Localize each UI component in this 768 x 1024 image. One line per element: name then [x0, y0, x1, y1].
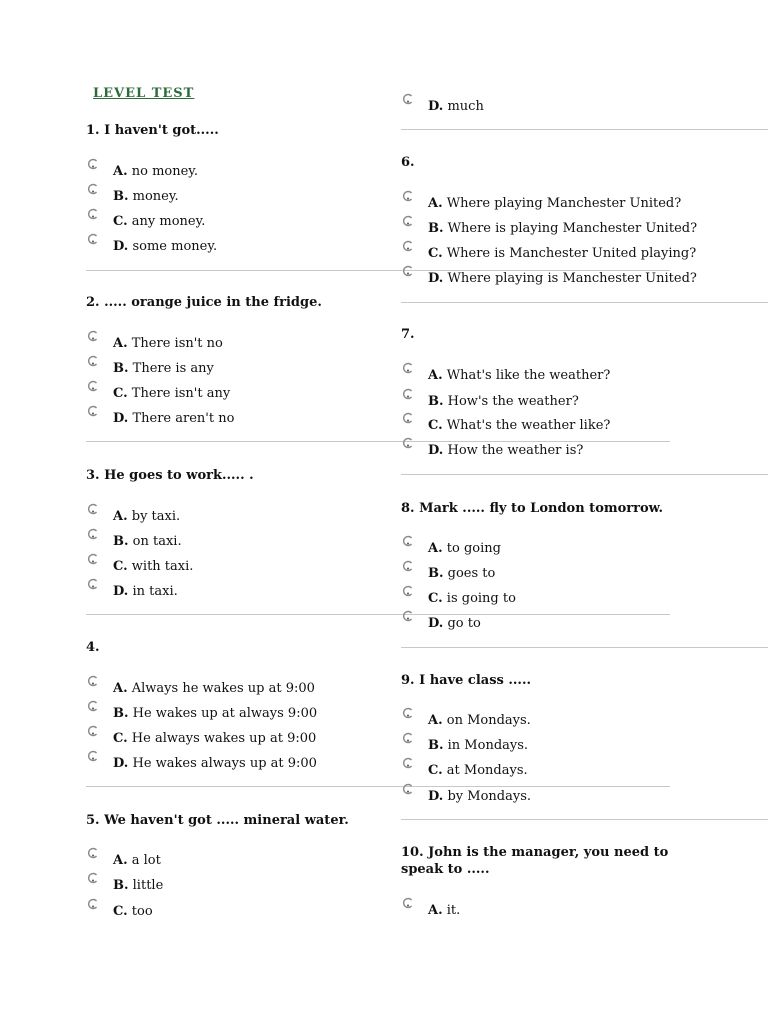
answer-radio-button[interactable] [87, 847, 99, 859]
question-label: 8. Mark ..... fly to London tomorrow. [401, 501, 664, 516]
answer-radio-button[interactable] [87, 898, 99, 910]
answer-option[interactable] [113, 386, 230, 401]
option-text: How's the weather? [443, 394, 579, 409]
answer-option[interactable] [428, 541, 501, 556]
answer-radio-button[interactable] [87, 405, 99, 417]
answer-radio-button[interactable] [87, 330, 99, 342]
answer-radio-button[interactable] [402, 610, 414, 622]
option-letter: D. [428, 271, 444, 286]
option-text: on taxi. [128, 534, 182, 549]
option-letter: C. [113, 731, 128, 746]
question-divider [86, 614, 670, 615]
option-text: Where playing is Manchester United? [443, 271, 697, 286]
option-text: with taxi. [127, 559, 194, 574]
option-letter: C. [428, 418, 443, 433]
option-text: What's the weather like? [442, 418, 611, 433]
option-text: Always he wakes up at 9:00 [127, 681, 315, 696]
question-label: 9. I have class ..... [401, 673, 531, 688]
answer-radio-button[interactable] [87, 750, 99, 762]
option-text: at Mondays. [442, 763, 528, 778]
answer-option[interactable] [113, 584, 178, 599]
answer-option[interactable] [113, 731, 316, 746]
question-divider [401, 647, 768, 648]
answer-option[interactable] [113, 853, 161, 868]
question-label: 4. [86, 640, 100, 655]
option-text: There is any [128, 361, 214, 376]
option-text: in Mondays. [443, 738, 529, 753]
question-label: 3. He goes to work..... . [86, 468, 254, 483]
option-text: to going [442, 541, 501, 556]
answer-option[interactable] [113, 509, 180, 524]
option-letter: D. [428, 616, 444, 631]
answer-radio-button[interactable] [87, 183, 99, 195]
answer-option[interactable] [113, 878, 163, 893]
answer-option[interactable] [428, 789, 531, 804]
answer-option[interactable] [428, 99, 484, 114]
answer-radio-button[interactable] [402, 412, 414, 424]
option-text: in taxi. [128, 584, 178, 599]
option-text: There isn't any [127, 386, 231, 401]
option-text: What's like the weather? [442, 368, 611, 383]
answer-radio-button[interactable] [402, 190, 414, 202]
answer-option[interactable] [113, 534, 182, 549]
option-letter: B. [428, 566, 444, 581]
answer-option[interactable] [428, 591, 516, 606]
option-text: too [127, 904, 153, 919]
option-letter: B. [113, 706, 129, 721]
answer-radio-button[interactable] [402, 560, 414, 572]
option-letter: D. [428, 789, 444, 804]
answer-radio-button[interactable] [402, 437, 414, 449]
answer-radio-button[interactable] [402, 897, 414, 909]
answer-option[interactable] [428, 394, 579, 409]
option-text: There aren't no [128, 411, 235, 426]
option-letter: A. [428, 541, 443, 556]
option-text: any money. [127, 214, 206, 229]
question-label: 1. I haven't got..... [86, 123, 219, 138]
answer-option[interactable] [113, 559, 193, 574]
option-text: goes to [443, 566, 496, 581]
option-letter: B. [113, 534, 129, 549]
option-letter: C. [428, 591, 443, 606]
option-letter: B. [113, 878, 129, 893]
option-letter: D. [428, 99, 444, 114]
answer-radio-button[interactable] [87, 503, 99, 515]
question-divider [401, 819, 768, 820]
option-letter: C. [428, 763, 443, 778]
option-text: is going to [442, 591, 516, 606]
option-text: Where is Manchester United playing? [442, 246, 697, 261]
option-text: Where is playing Manchester United? [443, 221, 698, 236]
answer-option[interactable] [428, 566, 495, 581]
question-divider [86, 786, 670, 787]
question-label: 10. John is the manager, you need to speak to ..... [401, 845, 669, 877]
option-letter: D. [113, 411, 129, 426]
answer-radio-button[interactable] [87, 872, 99, 884]
option-text: a lot [127, 853, 161, 868]
option-text: on Mondays. [442, 713, 531, 728]
answer-option[interactable] [428, 616, 481, 631]
answer-radio-button[interactable] [87, 700, 99, 712]
option-letter: A. [113, 853, 128, 868]
answer-option[interactable] [113, 239, 217, 254]
option-letter: D. [113, 756, 129, 771]
option-letter: C. [428, 246, 443, 261]
answer-radio-button[interactable] [402, 732, 414, 744]
answer-option[interactable] [428, 271, 697, 286]
option-letter: A. [428, 368, 443, 383]
page-title: LEVEL TEST [93, 86, 195, 101]
question-divider [86, 441, 670, 442]
answer-option[interactable] [113, 361, 214, 376]
option-text: by taxi. [127, 509, 181, 524]
option-letter: C. [113, 559, 128, 574]
answer-radio-button[interactable] [402, 707, 414, 719]
answer-option[interactable] [428, 713, 531, 728]
answer-radio-button[interactable] [402, 240, 414, 252]
answer-radio-button[interactable] [402, 388, 414, 400]
option-text: There isn't no [127, 336, 223, 351]
option-letter: D. [113, 239, 129, 254]
question-divider [401, 302, 768, 303]
answer-radio-button[interactable] [402, 215, 414, 227]
answer-option[interactable] [428, 196, 681, 211]
answer-radio-button[interactable] [402, 783, 414, 795]
answer-radio-button[interactable] [87, 553, 99, 565]
answer-radio-button[interactable] [402, 265, 414, 277]
answer-radio-button[interactable] [402, 535, 414, 547]
option-letter: B. [113, 361, 129, 376]
option-text: no money. [127, 164, 199, 179]
answer-option[interactable] [428, 246, 696, 261]
answer-option[interactable] [113, 189, 179, 204]
question-divider [401, 474, 768, 475]
option-letter: A. [113, 509, 128, 524]
option-letter: A. [113, 336, 128, 351]
option-text: go to [443, 616, 481, 631]
question-label: 2. ..... orange juice in the fridge. [86, 295, 322, 310]
answer-radio-button[interactable] [87, 725, 99, 737]
option-text: He always wakes up at 9:00 [127, 731, 317, 746]
answer-option[interactable] [428, 738, 528, 753]
option-letter: A. [428, 196, 443, 211]
answer-radio-button[interactable] [87, 380, 99, 392]
answer-radio-button[interactable] [87, 675, 99, 687]
option-text: money. [128, 189, 179, 204]
answer-option[interactable] [428, 903, 460, 918]
answer-option[interactable] [113, 681, 315, 696]
answer-option[interactable] [113, 336, 223, 351]
answer-option[interactable] [113, 706, 317, 721]
question-label: 6. [401, 155, 415, 170]
option-text: it. [442, 903, 461, 918]
option-letter: B. [428, 221, 444, 236]
option-text: some money. [128, 239, 218, 254]
option-letter: C. [113, 386, 128, 401]
option-letter: B. [113, 189, 129, 204]
option-text: much [443, 99, 484, 114]
answer-option[interactable] [428, 221, 697, 236]
option-text: Where playing Manchester United? [442, 196, 682, 211]
answer-option[interactable] [113, 411, 234, 426]
option-letter: A. [428, 903, 443, 918]
option-letter: A. [113, 164, 128, 179]
option-letter: C. [113, 214, 128, 229]
option-letter: A. [428, 713, 443, 728]
answer-option[interactable] [428, 418, 610, 433]
answer-radio-button[interactable] [402, 757, 414, 769]
answer-radio-button[interactable] [402, 93, 414, 105]
answer-option[interactable] [428, 443, 583, 458]
answer-option[interactable] [428, 763, 528, 778]
option-text: He wakes up at always 9:00 [128, 706, 318, 721]
answer-option[interactable] [113, 904, 153, 919]
option-letter: D. [113, 584, 129, 599]
answer-radio-button[interactable] [87, 158, 99, 170]
option-letter: A. [113, 681, 128, 696]
option-text: He wakes always up at 9:00 [128, 756, 317, 771]
question-divider [401, 129, 768, 130]
answer-radio-button[interactable] [402, 585, 414, 597]
option-letter: B. [428, 394, 444, 409]
answer-radio-button[interactable] [87, 528, 99, 540]
question-label: 7. [401, 327, 415, 342]
option-letter: D. [428, 443, 444, 458]
option-text: by Mondays. [443, 789, 532, 804]
answer-radio-button[interactable] [87, 233, 99, 245]
answer-option[interactable] [113, 214, 205, 229]
option-text: little [128, 878, 164, 893]
answer-option[interactable] [113, 756, 317, 771]
option-text: How the weather is? [443, 443, 584, 458]
option-letter: B. [428, 738, 444, 753]
answer-radio-button[interactable] [87, 578, 99, 590]
answer-radio-button[interactable] [402, 362, 414, 374]
answer-option[interactable] [428, 368, 610, 383]
answer-radio-button[interactable] [87, 355, 99, 367]
answer-option[interactable] [113, 164, 198, 179]
question-label: 5. We haven't got ..... mineral water. [86, 813, 349, 828]
option-letter: C. [113, 904, 128, 919]
answer-radio-button[interactable] [87, 208, 99, 220]
